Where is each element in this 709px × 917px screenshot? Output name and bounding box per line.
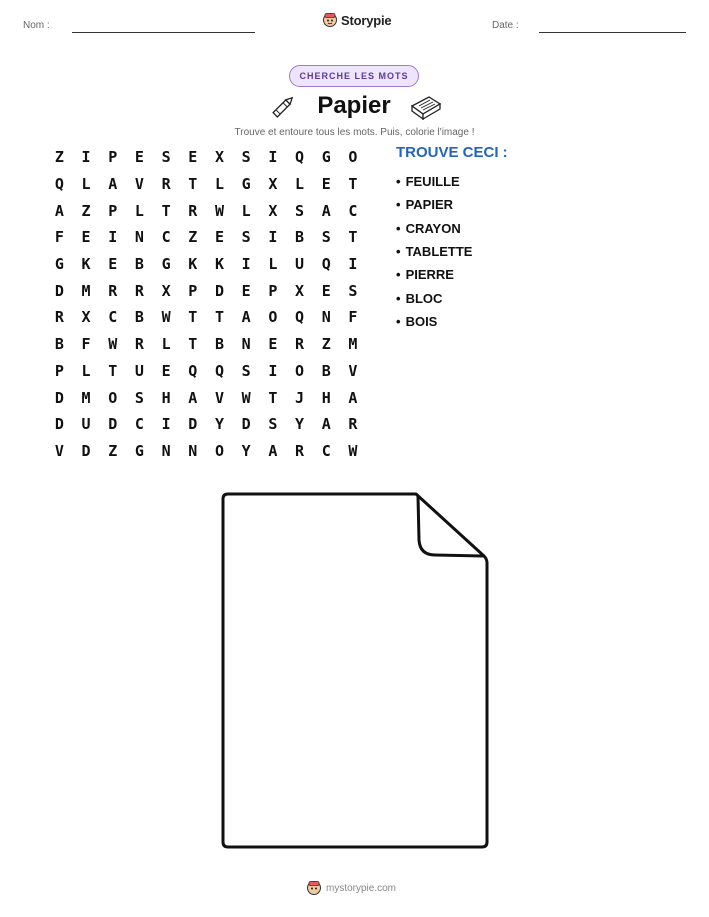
bullet: •: [396, 313, 401, 329]
grid-letter[interactable]: P: [108, 201, 118, 220]
grid-letter[interactable]: O: [214, 441, 224, 460]
grid-letter[interactable]: S: [241, 148, 251, 167]
grid-letter[interactable]: N: [188, 441, 198, 460]
grid-row: [46, 144, 366, 171]
grid-letter[interactable]: T: [214, 308, 224, 327]
brand-logo: [322, 12, 391, 28]
instructions: Trouve et entoure tous les mots. Puis, colorie l'image !: [234, 127, 475, 138]
grid-letter[interactable]: T: [188, 308, 198, 327]
grid-letter[interactable]: L: [268, 255, 278, 274]
grid-letter[interactable]: M: [81, 388, 91, 407]
word-text: PIERRE: [405, 267, 454, 283]
grid-letter[interactable]: V: [134, 175, 144, 194]
grid-letter[interactable]: I: [268, 361, 278, 380]
grid-letter[interactable]: W: [161, 308, 171, 327]
grid-letter[interactable]: U: [81, 415, 91, 434]
grid-letter[interactable]: Q: [295, 148, 305, 167]
grid-letter[interactable]: A: [321, 415, 331, 434]
word-text: PAPIER: [405, 197, 453, 213]
grid-letter[interactable]: P: [108, 148, 118, 167]
grid-letter[interactable]: C: [134, 415, 144, 434]
grid-letter[interactable]: R: [134, 335, 144, 354]
grid-letter[interactable]: S: [321, 228, 331, 247]
word-list-item: [396, 240, 472, 263]
grid-letter[interactable]: S: [348, 281, 358, 300]
bullet: •: [396, 197, 401, 213]
word-list-title: TROUVE CECI :: [396, 144, 508, 161]
grid-letter[interactable]: H: [161, 388, 171, 407]
stone-tablet-icon: [409, 94, 443, 120]
grid-letter[interactable]: E: [134, 148, 144, 167]
word-text: FEUILLE: [405, 174, 460, 190]
footer-url[interactable]: mystorypie.com: [326, 882, 397, 894]
grid-letter[interactable]: A: [241, 308, 251, 327]
grid-letter[interactable]: W: [214, 201, 224, 220]
grid-letter[interactable]: N: [321, 308, 331, 327]
grid-letter[interactable]: B: [214, 335, 224, 354]
date-label: Date :: [492, 20, 519, 31]
bullet: •: [396, 220, 401, 236]
grid-letter[interactable]: Y: [241, 441, 251, 460]
grid-row: [46, 251, 366, 278]
footer: [306, 880, 396, 896]
word-list: [396, 170, 472, 333]
grid-letter[interactable]: G: [54, 255, 64, 274]
grid-letter[interactable]: X: [268, 201, 278, 220]
grid-letter[interactable]: C: [321, 441, 331, 460]
grid-letter[interactable]: U: [295, 255, 305, 274]
grid-letter[interactable]: Z: [188, 228, 198, 247]
grid-letter[interactable]: A: [54, 201, 64, 220]
grid-letter[interactable]: I: [268, 228, 278, 247]
grid-letter[interactable]: D: [108, 415, 118, 434]
grid-letter[interactable]: S: [134, 388, 144, 407]
storypie-mascot-icon: [306, 880, 322, 896]
grid-letter[interactable]: Q: [295, 308, 305, 327]
grid-letter[interactable]: G: [161, 255, 171, 274]
grid-row: [46, 224, 366, 251]
grid-letter[interactable]: G: [241, 175, 251, 194]
grid-letter[interactable]: D: [81, 441, 91, 460]
grid-letter[interactable]: Q: [188, 361, 198, 380]
grid-letter[interactable]: V: [214, 388, 224, 407]
grid-letter[interactable]: T: [188, 335, 198, 354]
page-title: Papier: [317, 92, 391, 119]
grid-letter[interactable]: L: [81, 361, 91, 380]
grid-row: [46, 384, 366, 411]
grid-letter[interactable]: S: [161, 148, 171, 167]
word-list-item: [396, 217, 472, 240]
date-line[interactable]: [539, 32, 686, 33]
grid-row: [46, 304, 366, 331]
grid-letter[interactable]: T: [108, 361, 118, 380]
grid-letter[interactable]: E: [241, 281, 251, 300]
grid-letter[interactable]: B: [54, 335, 64, 354]
grid-letter[interactable]: D: [54, 415, 64, 434]
grid-letter[interactable]: V: [348, 361, 358, 380]
grid-letter[interactable]: B: [321, 361, 331, 380]
word-text: BLOC: [405, 290, 443, 306]
grid-letter[interactable]: U: [134, 361, 144, 380]
grid-letter[interactable]: R: [188, 201, 198, 220]
grid-letter[interactable]: D: [214, 281, 224, 300]
grid-letter[interactable]: E: [214, 228, 224, 247]
grid-letter[interactable]: I: [348, 255, 358, 274]
grid-letter[interactable]: L: [161, 335, 171, 354]
grid-letter[interactable]: I: [241, 255, 251, 274]
bullet: •: [396, 290, 401, 306]
grid-letter[interactable]: G: [134, 441, 144, 460]
grid-letter[interactable]: E: [108, 255, 118, 274]
grid-letter[interactable]: R: [134, 281, 144, 300]
grid-letter[interactable]: D: [54, 281, 64, 300]
bullet: •: [396, 174, 401, 190]
grid-letter[interactable]: Z: [54, 148, 64, 167]
grid-letter[interactable]: G: [321, 148, 331, 167]
grid-letter[interactable]: B: [134, 255, 144, 274]
grid-letter[interactable]: S: [241, 361, 251, 380]
word-list-item: [396, 310, 472, 333]
grid-letter[interactable]: O: [348, 148, 358, 167]
grid-letter[interactable]: X: [295, 281, 305, 300]
grid-letter[interactable]: I: [268, 148, 278, 167]
grid-letter[interactable]: D: [241, 415, 251, 434]
grid-letter[interactable]: O: [268, 308, 278, 327]
grid-letter[interactable]: K: [214, 255, 224, 274]
word-text: TABLETTE: [405, 244, 473, 260]
grid-letter[interactable]: V: [54, 441, 64, 460]
grid-letter[interactable]: R: [348, 415, 358, 434]
grid-letter[interactable]: Q: [54, 175, 64, 194]
grid-letter[interactable]: K: [81, 255, 91, 274]
grid-letter[interactable]: T: [268, 388, 278, 407]
grid-letter[interactable]: K: [188, 255, 198, 274]
grid-letter[interactable]: A: [188, 388, 198, 407]
bullet: •: [396, 267, 401, 283]
word-text: BOIS: [405, 313, 438, 329]
grid-letter[interactable]: B: [134, 308, 144, 327]
grid-letter[interactable]: F: [54, 228, 64, 247]
grid-letter[interactable]: Z: [81, 201, 91, 220]
grid-letter[interactable]: A: [108, 175, 118, 194]
grid-letter[interactable]: L: [241, 201, 251, 220]
grid-letter[interactable]: X: [161, 281, 171, 300]
grid-letter[interactable]: P: [188, 281, 198, 300]
grid-letter[interactable]: T: [161, 201, 171, 220]
grid-letter[interactable]: P: [54, 361, 64, 380]
category-badge: CHERCHE LES MOTS: [289, 65, 419, 87]
grid-letter[interactable]: J: [295, 388, 305, 407]
grid-letter[interactable]: E: [268, 335, 278, 354]
grid-letter[interactable]: B: [295, 228, 305, 247]
grid-letter[interactable]: F: [81, 335, 91, 354]
grid-letter[interactable]: S: [241, 228, 251, 247]
grid-row: [46, 438, 366, 465]
grid-letter[interactable]: D: [54, 388, 64, 407]
grid-letter[interactable]: Y: [214, 415, 224, 434]
grid-row: [46, 411, 366, 438]
grid-letter[interactable]: I: [108, 228, 118, 247]
grid-letter[interactable]: F: [348, 308, 358, 327]
grid-letter[interactable]: D: [188, 415, 198, 434]
name-label: Nom :: [23, 20, 50, 31]
grid-letter[interactable]: W: [108, 335, 118, 354]
grid-letter[interactable]: I: [81, 148, 91, 167]
grid-row: [46, 277, 366, 304]
grid-letter[interactable]: T: [348, 175, 358, 194]
word-list-item: [396, 170, 472, 193]
grid-letter[interactable]: C: [348, 201, 358, 220]
grid-letter[interactable]: E: [321, 281, 331, 300]
grid-letter[interactable]: R: [295, 335, 305, 354]
grid-letter[interactable]: Q: [214, 361, 224, 380]
grid-letter[interactable]: Y: [295, 415, 305, 434]
name-line[interactable]: [72, 32, 255, 33]
grid-letter[interactable]: A: [268, 441, 278, 460]
grid-letter[interactable]: C: [108, 308, 118, 327]
grid-letter[interactable]: A: [348, 388, 358, 407]
grid-letter[interactable]: Q: [321, 255, 331, 274]
grid-letter[interactable]: Z: [321, 335, 331, 354]
word-text: CRAYON: [405, 220, 461, 236]
crayon-icon: [268, 92, 298, 122]
grid-letter[interactable]: S: [295, 201, 305, 220]
grid-row: [46, 197, 366, 224]
bullet: •: [396, 244, 401, 260]
word-list-item: [396, 193, 472, 216]
grid-row: [46, 358, 366, 385]
grid-row: [46, 331, 366, 358]
grid-letter[interactable]: E: [321, 175, 331, 194]
word-list-item: [396, 263, 472, 286]
grid-letter[interactable]: N: [161, 441, 171, 460]
grid-letter[interactable]: E: [188, 148, 198, 167]
grid-letter[interactable]: L: [81, 175, 91, 194]
grid-letter[interactable]: T: [348, 228, 358, 247]
grid-letter[interactable]: X: [214, 148, 224, 167]
grid-letter[interactable]: O: [295, 361, 305, 380]
grid-letter[interactable]: X: [81, 308, 91, 327]
grid-letter[interactable]: S: [268, 415, 278, 434]
grid-letter[interactable]: R: [295, 441, 305, 460]
grid-letter[interactable]: C: [161, 228, 171, 247]
grid-letter[interactable]: W: [348, 441, 358, 460]
grid-letter[interactable]: O: [108, 388, 118, 407]
grid-letter[interactable]: L: [214, 175, 224, 194]
word-list-item: [396, 286, 472, 309]
grid-letter[interactable]: I: [161, 415, 171, 434]
grid-letter[interactable]: E: [161, 361, 171, 380]
grid-letter[interactable]: R: [108, 281, 118, 300]
grid-letter[interactable]: T: [188, 175, 198, 194]
grid-letter[interactable]: R: [54, 308, 64, 327]
storypie-mascot-icon: [322, 12, 338, 28]
grid-letter[interactable]: A: [321, 201, 331, 220]
grid-letter[interactable]: X: [268, 175, 278, 194]
brand-name: Storypie: [341, 12, 392, 28]
grid-letter[interactable]: R: [161, 175, 171, 194]
grid-letter[interactable]: L: [134, 201, 144, 220]
grid-letter[interactable]: P: [268, 281, 278, 300]
grid-letter[interactable]: L: [295, 175, 305, 194]
word-search-grid[interactable]: [46, 144, 366, 464]
grid-letter[interactable]: H: [321, 388, 331, 407]
grid-letter[interactable]: W: [241, 388, 251, 407]
grid-letter[interactable]: E: [81, 228, 91, 247]
grid-letter[interactable]: N: [241, 335, 251, 354]
grid-letter[interactable]: Z: [108, 441, 118, 460]
grid-letter[interactable]: M: [81, 281, 91, 300]
grid-letter[interactable]: M: [348, 335, 358, 354]
grid-row: [46, 171, 366, 198]
grid-letter[interactable]: N: [134, 228, 144, 247]
